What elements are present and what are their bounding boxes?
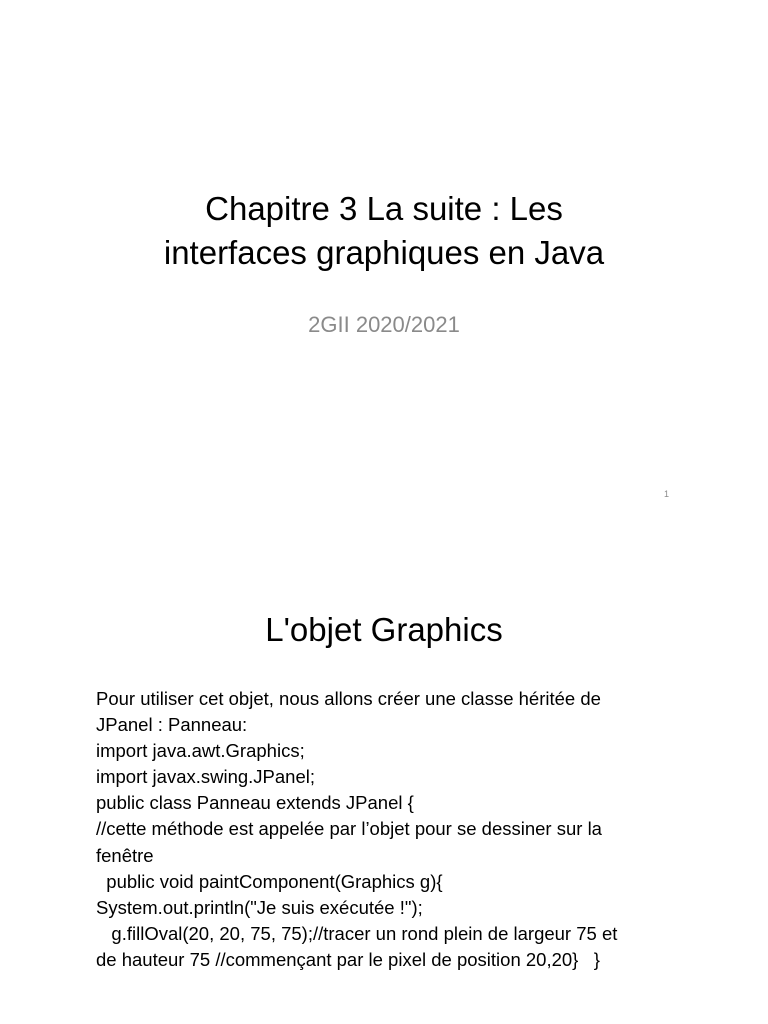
title-line-1: Chapitre 3 La suite : Les: [205, 190, 563, 227]
slide-1-title: [0, 187, 768, 275]
code-line: System.out.println("Je suis exécutée !");: [96, 896, 423, 918]
code-line: public void paintComponent(Graphics g){: [96, 870, 443, 892]
code-line: fenêtre: [96, 844, 154, 866]
body-line: Pour utiliser cet objet, nous allons créer une classe héritée de: [96, 688, 601, 709]
code-line: import javax.swing.JPanel;: [96, 766, 316, 788]
body-line: JPanel : Panneau:: [96, 714, 248, 736]
slide-2: [0, 512, 768, 1024]
page-number: 1: [664, 489, 670, 499]
slide-1-subtitle: 2GII 2020/2021: [308, 312, 460, 337]
code-line: de hauteur 75 //commençant par le pixel de position 20,20} }: [96, 948, 600, 970]
code-line: g.fillOval(20, 20, 75, 75);//tracer un rond plein de largeur 75 et: [96, 922, 618, 944]
slide-2-body: [96, 686, 686, 973]
code-line: //cette méthode est appelée par l’objet pour se dessiner sur la: [96, 818, 602, 840]
code-line: public class Panneau extends JPanel {: [96, 792, 414, 814]
code-line: import java.awt.Graphics;: [96, 740, 305, 762]
title-line-2: interfaces graphiques en Java: [163, 234, 605, 271]
slide-2-title: L'objet Graphics: [265, 611, 503, 648]
